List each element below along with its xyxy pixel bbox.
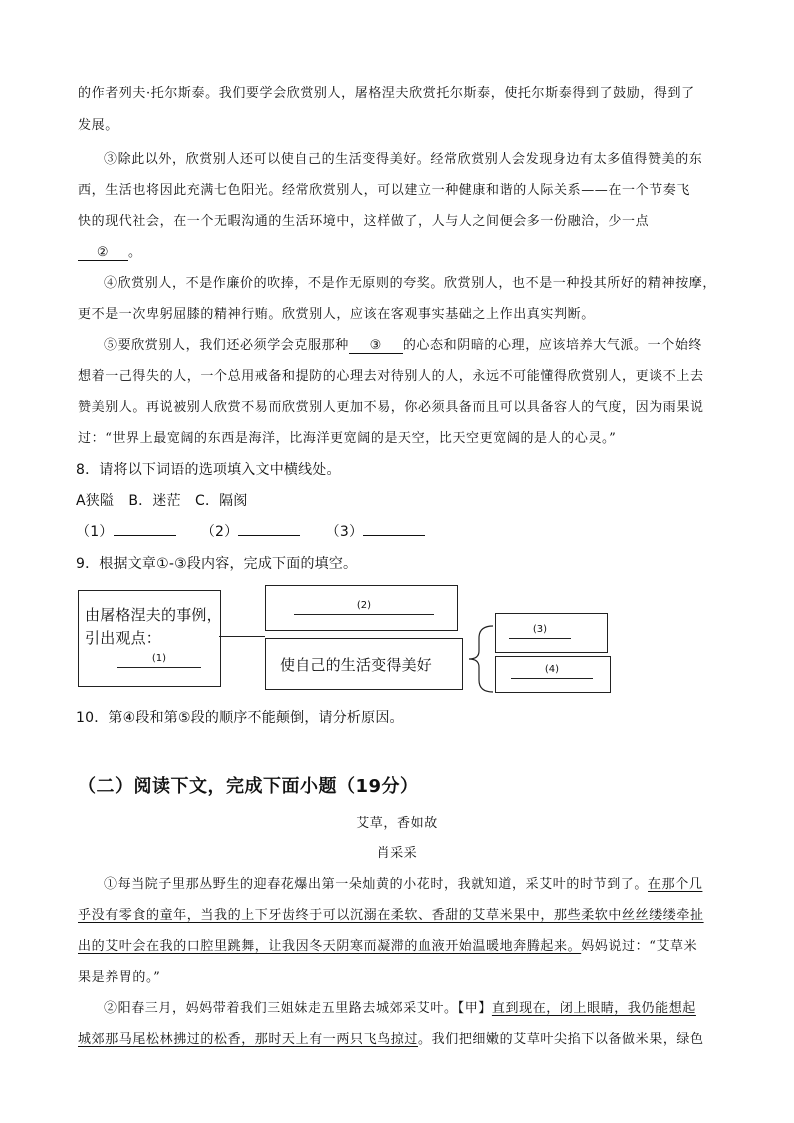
diagram-box-right-top: [495, 613, 608, 653]
s2-p1-post: 妈妈说过：“艾草米: [581, 939, 698, 954]
label-3: (3): [532, 624, 548, 635]
paragraph-4-line2: 更不是一次卑躬屈膝的精神行贿。欣赏别人，应该在客观事实基础之上作出真实判断。: [78, 307, 595, 322]
question-8-stem: 8．请将以下词语的选项填入文中横线处。: [76, 462, 341, 478]
s2-paragraph-1-line4: 果是养胃的。”: [78, 970, 161, 985]
paragraph-5-line2: 想着一己得失的人，一个总用戒备和提防的心理去对待别人的人，永远不可能懂得欣赏别人，更谈不上去: [78, 369, 704, 384]
question-8-options: A狭隘 B．迷茫 C．隔阂: [76, 493, 248, 509]
paragraph-5-line3: 赞美别人。再说被别人欣赏不易而欣赏别人更加不易，你必须具备而且可以具备容人的气度，因为雨果说: [78, 400, 704, 415]
blank-line-3[interactable]: [509, 638, 571, 639]
paragraph-2-tail-line1: 的作者列夫·托尔斯泰。我们要学会欣赏别人，屠格涅夫欣赏托尔斯泰，使托尔斯泰得到了鼓励，得到了: [78, 86, 695, 101]
paragraph-3-end: 。: [128, 245, 142, 260]
blank-line-2[interactable]: [294, 614, 434, 615]
s2-paragraph-1-line1: [104, 873, 702, 892]
label-2: (2): [356, 600, 372, 611]
s2-p2-underlined-b: 城郊那马尾松林拂过的松香，那时天上有一两只飞鸟掠过: [78, 1032, 419, 1047]
s2-p2-pre: ②阳春三月，妈妈带着我们三姐妹走五里路去城郊采艾叶。【甲】: [104, 1001, 492, 1016]
label-4: (4): [544, 664, 560, 675]
paragraph-5-line4: 过：“世界上最宽阔的东西是海洋，比海洋更宽阔的是天空，比天空更宽阔的是人的心灵。”: [78, 431, 617, 446]
diagram-box-left: [78, 590, 221, 687]
blank-line-4[interactable]: [511, 678, 593, 679]
paragraph-5-post: 的心态和阴暗的心理，应该培养大气派。一个始终: [402, 338, 703, 353]
article-title: 艾草，香如故: [356, 816, 438, 831]
diagram-box-right-bottom: [495, 656, 611, 693]
paragraph-4-line1: ④欣赏别人，不是作廉价的吹捧，不是作无原则的夸奖。欣赏别人，也不是一种投其所好的精神按摩，: [104, 276, 717, 291]
s2-p2-post: 。我们把细嫩的艾草叶尖掐下以备做米果，绿色: [418, 1032, 704, 1047]
curly-brace: [465, 624, 495, 694]
answer-blank-1[interactable]: [114, 535, 176, 536]
section-2-heading: （二）阅读下文，完成下面小题（19分）: [78, 776, 419, 797]
article-author: 肖采采: [376, 846, 418, 861]
box-left-line1: 由屠格涅夫的事例，: [85, 606, 222, 624]
paragraph-3-line3: 快的现代社会，在一个无暇沟通的生活环境中，这样做了，人与人之间便会多一份融洽，少一点: [78, 214, 650, 229]
answer-label-1: （1）: [76, 524, 114, 540]
question-10-stem: 10．第④段和第⑤段的顺序不能颠倒，请分析原因。: [76, 710, 404, 726]
s2-paragraph-1-line3: [78, 935, 697, 954]
s2-p1-underlined-c: 出的艾叶会在我的口腔里跳舞，让我因冬天阴寒而凝滞的血液开始温暖地奔腾起来。: [78, 939, 582, 954]
answer-label-2: （2）: [200, 524, 239, 540]
paragraph-3-line2: 西，生活也将因此充满七色阳光。经常欣赏别人，可以建立一种健康和谐的人际关系——在一个节奏飞: [78, 183, 691, 198]
answer-blank-2[interactable]: [238, 535, 300, 536]
answer-label-3: （3）: [325, 524, 364, 540]
s2-paragraph-1-line2: 乎没有零食的童年，当我的上下牙齿终于可以沉溺在柔软、香甜的艾草米果中，那些柔软中丝丝缕缕牵扯: [78, 908, 704, 923]
paragraph-3-line1: ③除此以外，欣赏别人还可以使自己的生活变得美好。经常欣赏别人会发现身边有太多值得赞美的东: [104, 152, 703, 167]
s2-p2-underlined-a: 直到现在，闭上眼睛，我仍能想起: [491, 1001, 696, 1016]
diagram-box-middle: [265, 638, 463, 690]
s2-p1-underlined-a: 在那个几: [648, 877, 703, 892]
blank-3: ③: [349, 338, 403, 354]
diagram-box-top: [265, 585, 458, 631]
answer-blank-3[interactable]: [363, 535, 425, 536]
paragraph-2-tail-line2: 发展。: [78, 118, 119, 133]
paragraph-5-line1: [104, 334, 702, 354]
question-8-answers: [76, 521, 425, 541]
s2-p1-pre: ①每当院子里那丛野生的迎春花爆出第一朵灿黄的小花时，我就知道，采艾叶的时节到了。: [104, 877, 649, 892]
blank-2: ②: [78, 245, 128, 261]
paragraph-3-line4: [78, 241, 142, 261]
paragraph-5-pre: ⑤要欣赏别人，我们还必须学会克服那种: [104, 338, 349, 353]
blank-line-1[interactable]: [117, 667, 201, 668]
box-left-line2: 引出观点：: [85, 629, 162, 647]
s2-paragraph-2-line1: [104, 997, 696, 1016]
box-middle-text: 使自己的生活变得美好: [280, 656, 433, 674]
connector-left: [219, 636, 265, 637]
question-9-stem: 9．根据文章①-③段内容，完成下面的填空。: [76, 556, 358, 572]
label-1: (1): [151, 653, 167, 664]
s2-paragraph-2-line2: [78, 1028, 704, 1047]
